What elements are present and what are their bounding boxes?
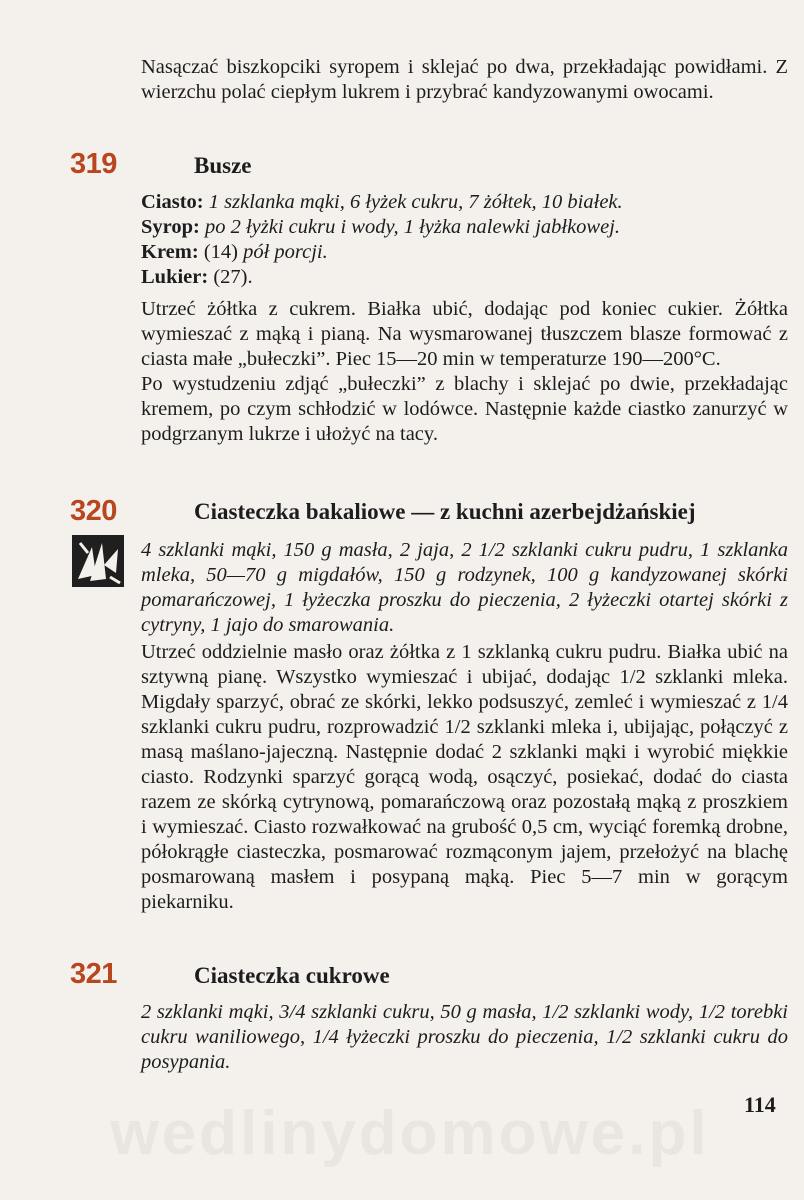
- recipe-title-321: Ciasteczka cukrowe: [194, 963, 390, 988]
- recipe-321-ingredients: [141, 1000, 788, 1075]
- recipe-321-ingredients-text: 2 szklanki mąki, 3/4 szklanki cukru, 50 g masła, 1/2 szklanki wody, 1/2 torebki cukru waniliowego, 1/4 łyżeczki proszku do pieczenia, 1/2 szklanki cukru do posypania.: [141, 1001, 788, 1073]
- watermark: wedlinydomowe.pl: [110, 1099, 710, 1168]
- recipe-320-method-text: Utrzeć oddzielnie masło oraz żółtka z 1 szklanką cukru pudru. Białka ubić na sztywną pianę. Wszystko wymieszać i ubijać, dodając 1/2 szklanki mleka. Migdały sparzyć, obrać ze skórki, lekko podsuszyć, zemleć i wymieszać z 1/4 szklanki cukru pudru, rozprowadzić 1/2 szklanki mleka i, ubijając, połączyć z masą maślano-jajeczną. Następnie dodać 2 szklanki mąki i wyrobić miękkie ciasto. Rodzynki sparzyć gorącą wodą, osączyć, posiekać, dodać do ciasta razem ze skórką cytrynową, pomarańczową oraz pozostałą mąką z proszkiem i wymieszać. Ciasto rozwałkować na grubość 0,5 cm, wyciąć foremką drobne, półokrągłe ciasteczka, posmarować rozmąconym jajem, przełożyć na blachę posmarowaną masłem i posypaną mąką. Piec 5—7 min w gorącym piekarniku.: [141, 641, 788, 913]
- recipe-title-320: Ciasteczka bakaliowe — z kuchni azerbejdżańskiej: [194, 499, 696, 524]
- recipe-319-method: [141, 297, 788, 447]
- recipe-number-320: 320: [70, 495, 117, 527]
- ciasto-text: 1 szklanka mąki, 6 łyżek cukru, 7 żółtek, 10 białek.: [208, 191, 623, 213]
- page-number: 114: [744, 1092, 776, 1117]
- krem-label: Krem:: [141, 241, 199, 263]
- recipe-number-321: 321: [70, 958, 117, 990]
- regional-cuisine-icon: [72, 535, 124, 587]
- krem-text: pół porcji.: [243, 241, 328, 263]
- lukier-label: Lukier:: [141, 266, 209, 288]
- recipe-320-ingredients: [141, 538, 788, 638]
- intro-paragraph: [141, 55, 788, 105]
- recipe-319-para-2: Po wystudzeniu zdjąć „bułeczki” z blachy i sklejać po dwie, przekładając kremem, po czym schłodzić w lodówce. Następnie każde ciastko zanurzyć w podgrzanym lukrze i ułożyć na tacy.: [141, 373, 788, 445]
- intro-text: Nasączać biszkopciki syropem i sklejać po dwa, przekładając powidłami. Z wierzchu polać ciepłym lukrem i przybrać kandyzowanymi owocami.: [141, 56, 788, 103]
- recipe-320-ingredients-text: 4 szklanki mąki, 150 g masła, 2 jaja, 2 1/2 szklanki cukru pudru, 1 szklanka mleka, 50—70 g migdałów, 150 g rodzynek, 100 g kandyzowanej skórki pomarańczowej, 1 łyżeczka proszku do pieczenia, 2 łyżeczki otartej skórki z cytryny, 1 jajo do smarowania.: [141, 539, 788, 636]
- krem-ref: (14): [203, 241, 238, 263]
- syrop-text: po 2 łyżki cukru i wody, 1 łyżka nalewki jabłkowej.: [204, 216, 621, 238]
- recipe-number-319: 319: [70, 148, 117, 180]
- syrop-label: Syrop:: [141, 216, 200, 238]
- lukier-ref: (27).: [213, 266, 253, 288]
- recipe-320-method: [141, 640, 788, 915]
- recipe-title-319: Busze: [194, 153, 252, 178]
- recipe-319-para-1: Utrzeć żółtka z cukrem. Białka ubić, dodając pod koniec cukier. Żółtka wymieszać z mąką i pianą. Na wysmarowanej tłuszczem blasze formować z ciasta małe „bułeczki”. Piec 15—20 min w temperaturze 190—200°C.: [141, 298, 788, 370]
- recipe-319-ingredients: [141, 190, 788, 290]
- ciasto-label: Ciasto:: [141, 191, 204, 213]
